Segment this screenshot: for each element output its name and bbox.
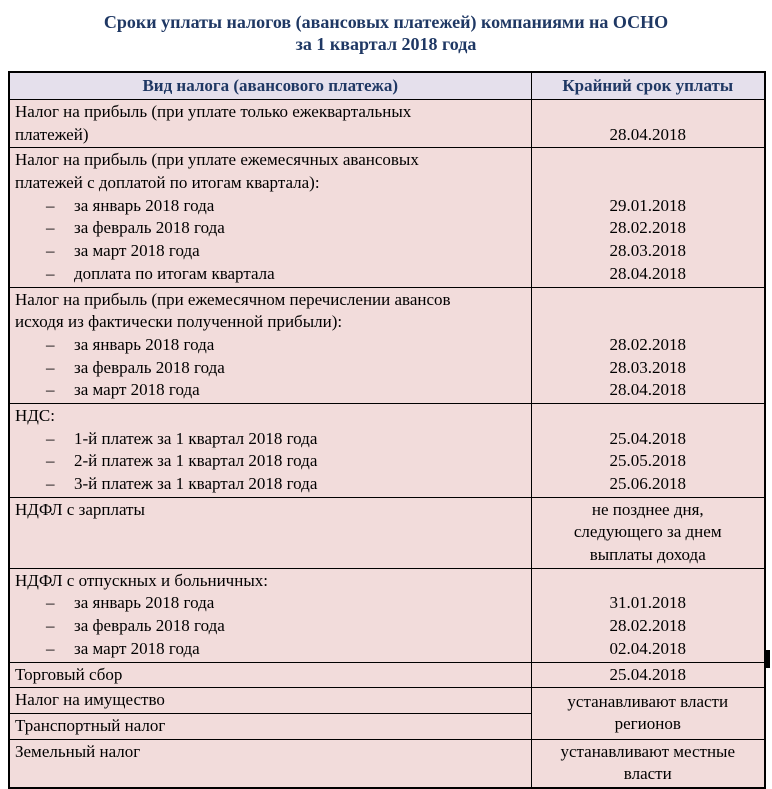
tax-type-cell xyxy=(9,287,531,403)
deadline-date: 25.04.2018 xyxy=(609,664,686,684)
deadline-text-line: власти xyxy=(623,764,672,784)
deadline-date: 28.04.2018 xyxy=(609,380,686,400)
sub-item xyxy=(15,217,527,240)
deadline-date: 29.01.2018 xyxy=(609,195,686,215)
deadline-date: 28.03.2018 xyxy=(609,241,686,261)
sub-item xyxy=(15,357,527,380)
deadline-cell xyxy=(531,497,765,568)
sub-item-label: 3-й платеж за 1 квартал 2018 года xyxy=(74,474,318,493)
tax-type-cell xyxy=(9,662,531,688)
sub-item-label: 1-й платеж за 1 квартал 2018 года xyxy=(74,428,318,448)
dash-bullet: – xyxy=(46,428,55,448)
dash-bullet: – xyxy=(46,357,55,377)
tax-type-cell xyxy=(9,148,531,287)
page-title xyxy=(0,0,772,55)
tax-label-line: Торговый сбор xyxy=(15,664,123,684)
page-title-line-1: Сроки уплаты налогов (авансовых платежей) компаниями на ОСНО xyxy=(103,12,669,32)
deadline-date: 28.02.2018 xyxy=(609,616,686,636)
sub-item-label: доплата по итогам квартала xyxy=(74,263,275,283)
page-title-line-2: за 1 квартал 2018 года xyxy=(295,34,477,54)
row-ndfl-salary xyxy=(9,497,765,568)
dash-bullet: – xyxy=(46,593,55,613)
deadline-date: 28.02.2018 xyxy=(609,218,686,238)
sub-item-label: за февраль 2018 года xyxy=(74,218,225,238)
deadline-date: 25.06.2018 xyxy=(609,474,686,493)
dash-bullet: – xyxy=(46,334,55,354)
deadline-date: 25.04.2018 xyxy=(609,428,686,448)
sub-item xyxy=(15,195,527,218)
blank-line xyxy=(532,405,765,428)
tax-label-line: Налог на имущество xyxy=(15,690,165,710)
deadline-cell xyxy=(531,739,765,788)
table-header-row xyxy=(9,72,765,100)
deadline-cell xyxy=(531,287,765,403)
blank-line xyxy=(532,289,765,312)
tax-label-line: Налог на прибыль (при уплате только ежеквартальных xyxy=(15,102,412,121)
deadline-date: 28.04.2018 xyxy=(609,263,686,283)
deadline-cell xyxy=(531,568,765,662)
dash-bullet: – xyxy=(46,241,55,261)
blank-line xyxy=(532,101,765,124)
row-profit-tax-actual-profit xyxy=(9,287,765,403)
deadline-text-line: устанавливают местные xyxy=(560,741,736,761)
deadline-cell xyxy=(531,662,765,688)
tax-label-line: НДС: xyxy=(15,405,55,425)
dash-bullet: – xyxy=(46,638,55,658)
sub-item-label: за март 2018 года xyxy=(74,380,200,400)
blank-line xyxy=(532,149,765,172)
tax-type-cell xyxy=(9,100,531,148)
deadline-date: 02.04.2018 xyxy=(609,638,686,658)
sub-item-label: за январь 2018 года xyxy=(74,195,215,215)
row-trade-levy xyxy=(9,662,765,688)
sub-item-label: за март 2018 года xyxy=(74,638,200,658)
right-edge-artifact-bar xyxy=(766,650,770,668)
deadline-date: 28.02.2018 xyxy=(609,334,686,354)
tax-type-cell xyxy=(9,568,531,662)
tax-label-line: НДФЛ с зарплаты xyxy=(15,499,145,519)
row-profit-tax-monthly-advances xyxy=(9,148,765,287)
tax-type-cell xyxy=(9,739,531,788)
dash-bullet: – xyxy=(46,616,55,636)
dash-bullet: – xyxy=(46,218,55,238)
blank-line xyxy=(532,570,765,593)
tax-type-cell xyxy=(9,497,531,568)
sub-item-label: за январь 2018 года xyxy=(74,593,215,613)
sub-item xyxy=(15,450,527,473)
deadline-date: 28.03.2018 xyxy=(609,357,686,377)
dash-bullet: – xyxy=(46,195,55,215)
deadline-text-line: регионов xyxy=(614,714,681,734)
sub-item xyxy=(15,428,527,451)
deadline-date: 25.05.2018 xyxy=(609,451,686,471)
deadline-cell xyxy=(531,148,765,287)
row-ndfl-vacation-sick xyxy=(9,568,765,662)
deadline-cell-merged xyxy=(531,688,765,739)
col-header-tax-type: Вид налога (авансового платежа) xyxy=(9,72,531,100)
tax-label-line: исходя из фактически полученной прибыли): xyxy=(15,312,343,332)
tax-label-line: НДФЛ с отпускных и больничных: xyxy=(15,570,268,590)
row-property-tax xyxy=(9,688,765,714)
sub-item xyxy=(15,379,527,402)
deadline-cell xyxy=(531,100,765,148)
deadline-text-line: устанавливают власти xyxy=(567,691,729,711)
row-land-tax xyxy=(9,739,765,788)
deadline-date: 31.01.2018 xyxy=(609,593,686,613)
sub-item-label: 2-й платеж за 1 квартал 2018 года xyxy=(74,451,318,471)
dash-bullet: – xyxy=(46,380,55,400)
sub-item xyxy=(15,615,527,638)
tax-label-line: Налог на прибыль (при уплате ежемесячных авансовых xyxy=(15,150,419,170)
sub-item-label: за февраль 2018 года xyxy=(74,616,225,636)
row-profit-tax-quarterly xyxy=(9,100,765,148)
row-vat xyxy=(9,403,765,497)
sub-item xyxy=(15,263,527,286)
deadline-text-line: не позднее дня, xyxy=(591,499,704,519)
tax-type-cell xyxy=(9,713,531,739)
deadline-text-line: следующего за днем xyxy=(573,522,722,542)
tax-type-cell xyxy=(9,688,531,714)
sub-item xyxy=(15,638,527,661)
tax-label-line: платежей с доплатой по итогам квартала): xyxy=(15,173,320,193)
deadline-text-line: выплаты дохода xyxy=(589,545,706,565)
dash-bullet: – xyxy=(46,474,55,493)
deadline-date: 28.04.2018 xyxy=(609,124,686,144)
col-header-deadline: Крайний срок уплаты xyxy=(531,72,765,100)
tax-label-line: платежей) xyxy=(15,124,89,144)
tax-label-line: Земельный налог xyxy=(15,741,141,761)
sub-item xyxy=(15,240,527,263)
sub-item xyxy=(15,473,527,496)
blank-line xyxy=(532,172,765,195)
tax-deadlines-table xyxy=(8,71,766,789)
tax-type-cell xyxy=(9,403,531,497)
deadline-cell xyxy=(531,403,765,497)
dash-bullet: – xyxy=(46,451,55,471)
dash-bullet: – xyxy=(46,263,55,283)
sub-item-label: за январь 2018 года xyxy=(74,334,215,354)
sub-item-label: за февраль 2018 года xyxy=(74,357,225,377)
sub-item xyxy=(15,592,527,615)
tax-label-line: Транспортный налог xyxy=(15,715,166,735)
sub-item-label: за март 2018 года xyxy=(74,241,200,261)
sub-item xyxy=(15,334,527,357)
blank-line xyxy=(532,311,765,334)
tax-label-line: Налог на прибыль (при ежемесячном перечислении авансов xyxy=(15,289,451,309)
